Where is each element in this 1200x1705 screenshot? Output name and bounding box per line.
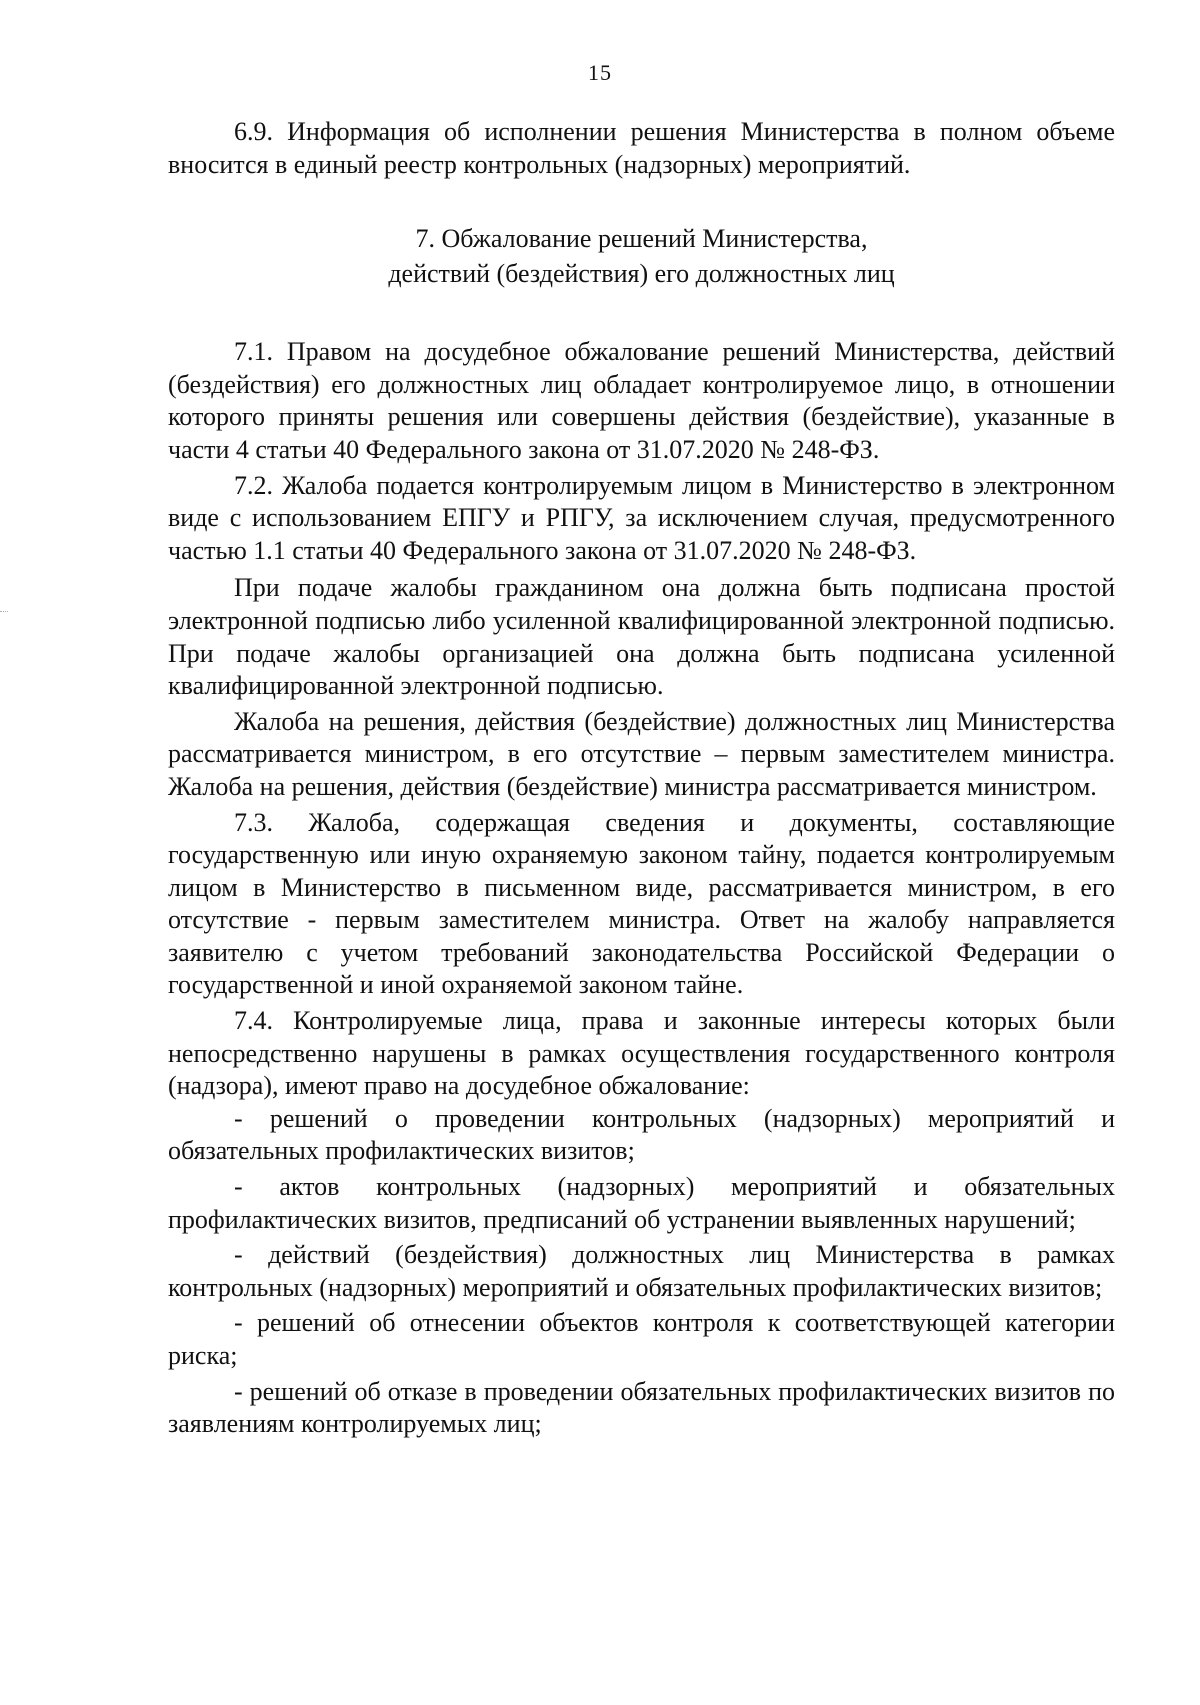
list-item-1: - решений о проведении контрольных (надзорных) мероприятий и обязательных профилактических визитов;: [168, 1103, 1115, 1166]
section-heading-line-1: 7. Обжалование решений Министерства,: [415, 224, 868, 254]
document-body: [168, 116, 1115, 1441]
section-heading-line-2: действий (бездействия) его должностных лиц: [388, 259, 895, 289]
paragraph-review: Жалоба на решения, действия (бездействие) должностных лиц Министерства рассматривается министром, в его отсутствие – первым заместителем министра. Жалоба на решения, действия (бездействие) министра рассматривается министром.: [168, 706, 1115, 801]
list-item-3: - действий (бездействия) должностных лиц Министерства в рамках контрольных (надзорных) мероприятий и обязательных профилактических визитов;: [168, 1240, 1115, 1302]
paragraph-7-3: 7.3. Жалоба, содержащая сведения и документы, составляющие государственную или иную охраняемую законом тайну, подается контролируемым лицом в Министерство в письменном виде, рассматривается министром, в его отсутствие - первым заместителем министра. Ответ на жалобу направляется заявителю с учетом требований законодательства Российской Федерации о государственной и иной охраняемой законом тайне.: [168, 807, 1115, 1000]
paragraph-6-9: 6.9. Информация об исполнении решения Министерства в полном объеме вносится в единый реестр контрольных (надзорных) мероприятий.: [168, 117, 1115, 179]
page-number: 15: [588, 60, 612, 85]
paragraph-signature: При подаче жалобы гражданином она должна быть подписана простой электронной подписью либо усиленной квалифицированной электронной подписью. При подаче жалобы организацией она должна быть подписана усиленной квалифицированной электронной подписью.: [168, 573, 1115, 701]
paragraph-7-1: 7.1. Правом на досудебное обжалование решений Министерства, действий (бездействия) его должностных лиц обладает контролируемое лицо, в отношении которого приняты решения или совершены действия (бездействие), указанные в части 4 статьи 40 Федерального закона от 31.07.2020 № 248-ФЗ.: [168, 337, 1115, 464]
list-item-4: - решений об отнесении объектов контроля к соответствующей категории риска;: [168, 1308, 1115, 1370]
paragraph-7-2: 7.2. Жалоба подается контролируемым лицом в Министерство в электронном виде с использованием ЕПГУ и РПГУ, за исключением случая, предусмотренного частью 1.1 статьи 40 Федерального закона от 31.07.2020 № 248-ФЗ.: [168, 470, 1115, 565]
margin-mark: [0, 611, 8, 613]
list-item-2: - актов контрольных (надзорных) мероприятий и обязательных профилактических визитов, предписаний об устранении выявленных нарушений;: [168, 1172, 1115, 1234]
list-item-5: - решений об отказе в проведении обязательных профилактических визитов по заявлениям контролируемых лиц;: [168, 1376, 1115, 1439]
paragraph-7-4: 7.4. Контролируемые лица, права и законные интересы которых были непосредственно нарушены в рамках осуществления государственного контроля (надзора), имеют право на досудебное обжалование:: [168, 1006, 1115, 1101]
section-heading: [168, 221, 1115, 291]
